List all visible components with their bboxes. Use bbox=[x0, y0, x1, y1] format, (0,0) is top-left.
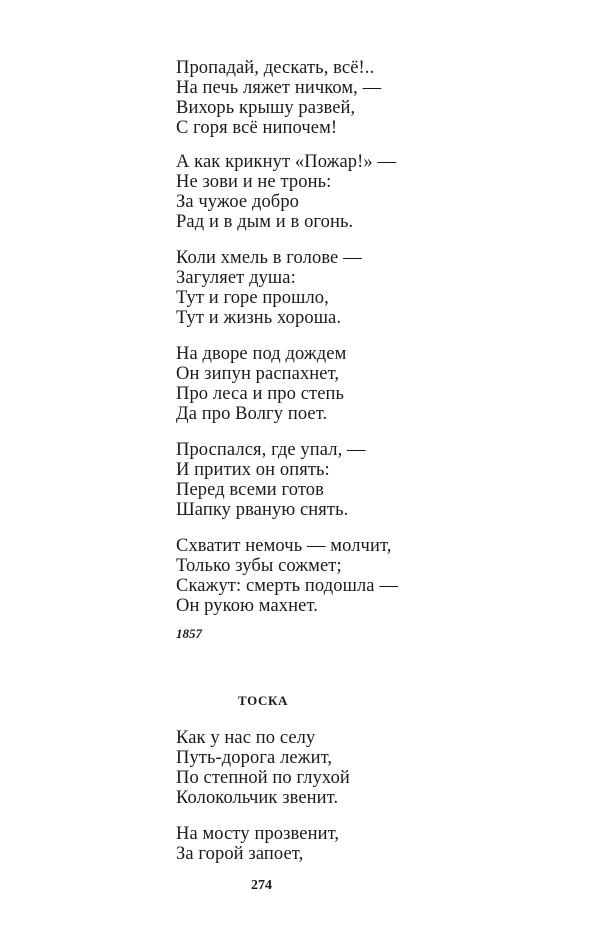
verse-line: Колокольчик звенит. bbox=[176, 788, 339, 808]
page-number: 274 bbox=[251, 878, 272, 893]
verse-line: Загуляет душа: bbox=[176, 268, 296, 288]
verse-line: Коли хмель в голове — bbox=[176, 248, 362, 268]
poem-date: 1857 bbox=[176, 626, 202, 641]
verse-line: За чужое добро bbox=[176, 192, 300, 212]
verse-line: Тут и жизнь хороша. bbox=[176, 308, 342, 328]
verse-line: Как у нас по селу bbox=[176, 728, 316, 748]
verse-line: С горя всё нипочем! bbox=[176, 118, 338, 138]
verse-line: На дворе под дождем bbox=[176, 344, 347, 364]
verse-line: Он рукою махнет. bbox=[176, 596, 318, 616]
verse-line: Не зови и не тронь: bbox=[176, 172, 332, 192]
verse-line: На печь ляжет ничком, — bbox=[176, 78, 382, 98]
verse-line: Путь-дорога лежит, bbox=[176, 748, 333, 768]
verse-line: Рад и в дым и в огонь. bbox=[176, 212, 354, 232]
verse-line: За горой запоет, bbox=[176, 844, 304, 864]
verse-line: Перед всеми готов bbox=[176, 480, 324, 500]
verse-line: Скажут: смерть подошла — bbox=[176, 576, 398, 596]
verse-line: Проспался, где упал, — bbox=[176, 440, 366, 460]
verse-line: Шапку рваную снять. bbox=[176, 500, 349, 520]
verse-line: Про леса и про степь bbox=[176, 384, 345, 404]
verse-line: Схватит немочь — молчит, bbox=[176, 536, 392, 556]
verse-line: Вихорь крышу развей, bbox=[176, 98, 356, 118]
poem-title: ТОСКА bbox=[238, 693, 288, 708]
verse-line: Только зубы сожмет; bbox=[176, 556, 342, 576]
verse-line: Да про Волгу поет. bbox=[176, 404, 328, 424]
verse-line: Тут и горе прошло, bbox=[176, 288, 329, 308]
verse-line: И притих он опять: bbox=[176, 460, 330, 480]
verse-line: А как крикнут «Пожар!» — bbox=[176, 152, 397, 172]
verse-line: По степной по глухой bbox=[176, 768, 350, 788]
verse-line: Пропадай, дескать, всё!.. bbox=[176, 58, 375, 78]
verse-line: Он зипун распахнет, bbox=[176, 364, 340, 384]
verse-line: На мосту прозвенит, bbox=[176, 824, 340, 844]
